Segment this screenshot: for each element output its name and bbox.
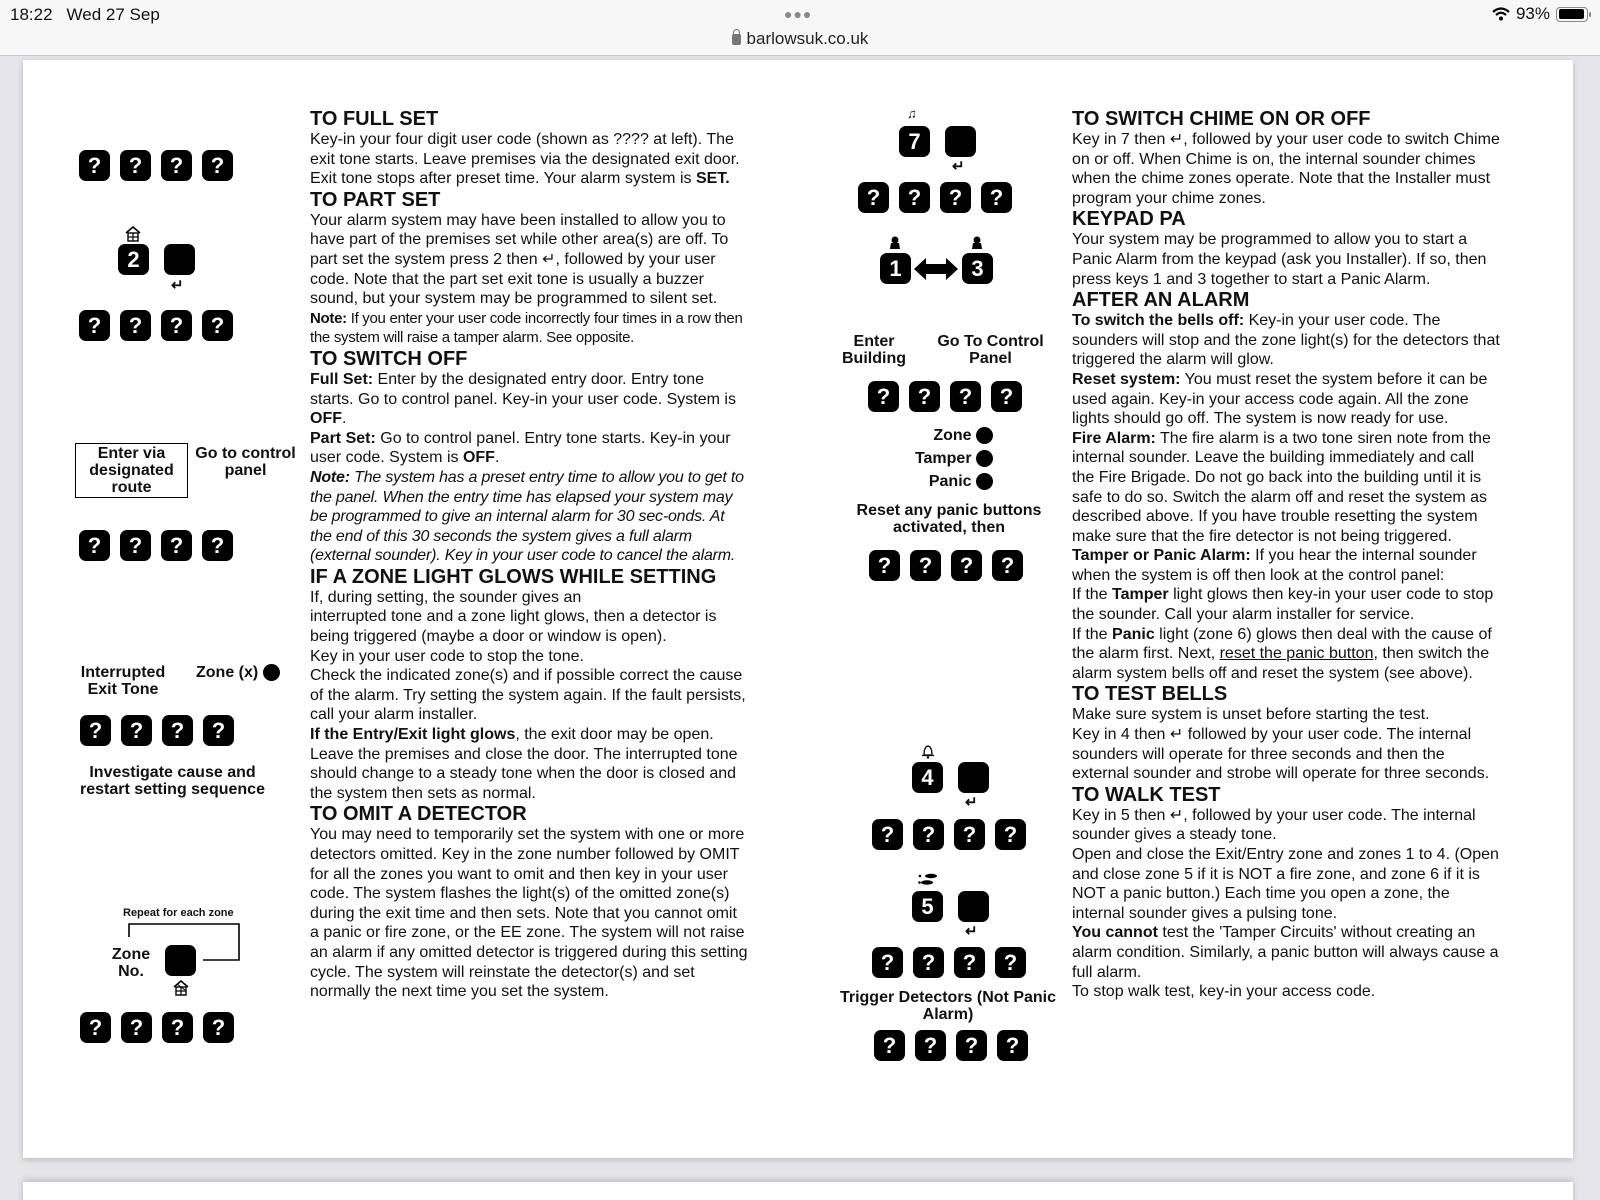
key-unknown: ? <box>868 381 899 412</box>
key-unknown: ? <box>899 182 930 213</box>
house-omit-icon <box>173 980 189 996</box>
cannot-test-paragraph <box>1072 923 1500 982</box>
if-the: If the <box>1072 625 1113 643</box>
key-omit <box>165 945 196 976</box>
full-set-label: Full Set: <box>310 370 374 388</box>
user-code-keys-chime <box>858 182 1022 213</box>
key-unknown: ? <box>909 381 940 412</box>
key-unknown: ? <box>956 1030 987 1061</box>
key-unknown: ? <box>80 1012 111 1043</box>
switch-off-part-set: Part Set: Go to control panel. Entry tone starts. Key-in your user code. System is OFF. <box>310 429 731 467</box>
user-code-keys-full-set <box>79 150 243 181</box>
status-indicators <box>1492 4 1588 24</box>
reset-text: You must reset the system before it can be used again. Key-in your access code again. All the zone lights should go off. The system is now ready for use. <box>1072 370 1488 428</box>
heading-part-set: TO PART SET <box>310 188 441 211</box>
panic-label: Panic <box>928 473 972 490</box>
key-unknown: ? <box>913 947 944 978</box>
key-unknown: ? <box>869 550 900 581</box>
battery-icon <box>1556 7 1588 22</box>
tamper-label: Tamper <box>914 450 972 467</box>
enter-arrow-icon: ↵ <box>965 794 978 811</box>
key-1: 1 <box>880 253 911 284</box>
status-date: Wed 27 Sep <box>66 5 160 24</box>
key-unknown: ? <box>954 947 985 978</box>
cannot-bold: You cannot <box>1072 924 1158 942</box>
note-text: If you enter your user code incorrectly four times in a row then the system will raise a tamper alarm. See opposite. <box>310 309 743 347</box>
tamper-text: light glows then key-in your user code to stop the sounder. Call your alarm installer for service. <box>1072 586 1494 624</box>
key-unknown: ? <box>202 310 233 341</box>
user-code-keys-stop-walk <box>874 1030 1038 1061</box>
indicator-tamper <box>868 450 993 467</box>
note2-label: Note: <box>310 468 350 486</box>
key-unknown: ? <box>997 1030 1028 1061</box>
zone-label: Zone <box>933 427 972 444</box>
key-unknown: ? <box>79 150 110 181</box>
key-unknown: ? <box>874 1030 905 1061</box>
heading-after-alarm: AFTER AN ALARM <box>1072 289 1250 312</box>
key-2: 2 <box>118 244 149 275</box>
fire-label: Fire Alarm: <box>1072 429 1156 447</box>
off-bold: OFF <box>462 449 495 467</box>
person-icon <box>889 236 901 250</box>
cannot-text: test the 'Tamper Circuits' without creating an alarm condition. Similarly, a panic button will always cause a full alarm. <box>1072 924 1499 981</box>
key-unknown: ? <box>872 819 903 850</box>
document-page <box>23 60 1573 1158</box>
entry-exit-bold: If the Entry/Exit light glows <box>310 726 516 744</box>
stop-walk-test: To stop walk test, key-in your access code. <box>1072 983 1376 1001</box>
key-unknown: ? <box>992 550 1023 581</box>
label-interrupted-exit-tone: Interrupted Exit Tone <box>80 664 166 698</box>
heading-chime: TO SWITCH CHIME ON OR OFF <box>1072 108 1371 130</box>
full-set-off-text: Enter by the designated entry door. Entry tone starts. Go to control panel. Key-in your user code. System is <box>310 370 736 408</box>
key-unknown: ? <box>162 715 193 746</box>
reset-panic-underlined: reset the panic button <box>1219 645 1374 663</box>
double-arrow-icon <box>914 257 958 281</box>
walk-test-line2: Open and close the Exit/Entry zone and zones 1 to 4. (Open and close zone 5 if it is NOT a fire zone, and zone 6 if it is NOT a panic button.) Each time you open a zone, the internal sounder gives a pulsing tone. <box>1072 846 1499 922</box>
multitasking-dots-icon[interactable]: ●●● <box>784 6 813 22</box>
label-zone-x <box>196 664 280 681</box>
heading-walk-test: TO WALK TEST <box>1072 783 1221 806</box>
panic-text-2: , then switch the alarm system bells off and reset the system (see above). <box>1072 645 1490 682</box>
next-document-page <box>23 1182 1573 1200</box>
zone-light-icon <box>263 664 280 681</box>
wifi-icon <box>1492 7 1510 21</box>
key-unknown: ? <box>940 182 971 213</box>
key-unknown: ? <box>954 819 985 850</box>
bells-off-paragraph <box>1072 311 1500 370</box>
person-icon <box>971 236 983 250</box>
tamper-light-paragraph <box>1072 585 1500 624</box>
key-unknown: ? <box>121 1012 152 1043</box>
fire-text: The fire alarm is a two tone siren note from the internal sounder. Leave the building immediately and call the Fire Brigade. Do not go back into the building until it is safe to do so. Switch the alarm off and reset the system as described above. If you have trouble resetting the system make sure that the fire detector is not being triggered. <box>1072 429 1491 545</box>
key-unknown: ? <box>202 150 233 181</box>
enter-arrow-icon: ↵ <box>952 158 965 175</box>
user-code-keys-walk-test <box>872 947 1036 978</box>
key-enter <box>164 244 195 275</box>
user-code-keys-switch-off <box>79 530 243 561</box>
entry-exit-text: , the exit door may be open. Leave the premises and close the door. The interrupted tone should change to a steady tone when the door is closed and the system then sets as normal. <box>310 726 738 802</box>
tamper-panic-label: Tamper or Panic Alarm: <box>1072 547 1251 565</box>
indicator-panic <box>888 473 993 490</box>
label-repeat-each-zone: Repeat for each zone <box>123 907 234 919</box>
tamper-light-icon <box>976 450 993 467</box>
key-unknown: ? <box>79 310 110 341</box>
key-unknown: ? <box>120 150 151 181</box>
music-note-icon: ♫ <box>907 106 917 121</box>
key-unknown: ? <box>120 310 151 341</box>
battery-percent: 93% <box>1515 4 1550 23</box>
panic-bold: Panic <box>1112 625 1155 643</box>
user-code-keys-test-bells <box>872 819 1036 850</box>
reset-system-paragraph <box>1072 370 1500 429</box>
key-unknown: ? <box>121 715 152 746</box>
key-7: 7 <box>899 126 930 157</box>
key-unknown: ? <box>203 715 234 746</box>
full-set-bold: SET. <box>695 170 730 188</box>
label-enter-building: Enter Building <box>842 333 906 367</box>
indicator-zone <box>888 427 993 444</box>
label-go-to-control-panel: Go To Control Panel <box>937 333 1044 367</box>
zone-glow-line2: interrupted tone and a zone light glows, then a detector is being triggered (maybe a door or window is open). <box>310 608 717 646</box>
key-unknown: ? <box>950 381 981 412</box>
key-unknown: ? <box>995 819 1026 850</box>
label-go-to-panel: Go to control panel <box>195 445 296 479</box>
label-trigger-detectors: Trigger Detectors (Not Panic Alarm) <box>839 989 1057 1023</box>
key-unknown: ? <box>202 530 233 561</box>
note2-text: The system has a preset entry time to allow you to get to the panel. When the entry time has elapsed your system may be programmed to give an internal alarm for 30 sec-onds. At the end of this 30 seconds the system gives a full alarm (external sounder). Key in your user code to cancel the alarm. <box>310 468 744 565</box>
key-unknown: ? <box>203 1012 234 1043</box>
key-enter <box>945 126 976 157</box>
key-enter <box>958 762 989 793</box>
status-clock <box>10 5 160 25</box>
battery-fill <box>1559 9 1584 19</box>
footsteps-icon <box>918 873 938 886</box>
user-code-keys-after-alarm <box>868 381 1032 412</box>
label-enter-via-route: Enter via designated route <box>75 443 188 498</box>
if-the: If the <box>1072 586 1113 604</box>
key-5: 5 <box>912 891 943 922</box>
key-unknown: ? <box>910 550 941 581</box>
keypad-pa-paragraph: Your system may be programmed to allow you to start a Panic Alarm from the keypad (ask you Installer). If so, then press keys 1 and 3 together to start a Panic Alarm. <box>1072 231 1487 288</box>
key-3: 3 <box>962 253 993 284</box>
full-set-paragraph <box>310 130 750 189</box>
key-4: 4 <box>912 762 943 793</box>
heading-test-bells: TO TEST BELLS <box>1072 683 1228 706</box>
bells-off-label: To switch the bells off: <box>1072 312 1245 330</box>
entry-exit-paragraph <box>310 725 750 803</box>
key-unknown: ? <box>79 530 110 561</box>
zone-glow-line1: If, during setting, the sounder gives an <box>310 588 582 606</box>
key-unknown: ? <box>162 1012 193 1043</box>
heading-switch-off: TO SWITCH OFF <box>310 347 468 370</box>
user-code-keys-zone-glow <box>80 715 244 746</box>
key-unknown: ? <box>915 1030 946 1061</box>
panic-light-icon <box>976 473 993 490</box>
key-unknown: ? <box>872 947 903 978</box>
key-enter <box>958 891 989 922</box>
status-time: 18:22 <box>10 5 53 24</box>
bell-icon <box>921 744 935 759</box>
key-unknown: ? <box>858 182 889 213</box>
part-set-off-text: Go to control panel. Entry tone starts. Key-in your user code. System is <box>310 429 731 467</box>
key-unknown: ? <box>161 310 192 341</box>
zone-glow-line3: Key in your user code to stop the tone. <box>310 647 584 665</box>
heading-full-set: TO FULL SET <box>310 108 439 130</box>
key-unknown: ? <box>981 182 1012 213</box>
walk-test-line1: Key in 5 then ↵, followed by your user code. The internal sounder gives a steady tone. <box>1072 806 1476 844</box>
heading-keypad-pa: KEYPAD PA <box>1072 208 1186 231</box>
key-unknown: ? <box>120 530 151 561</box>
zone-x-text: Zone (x) <box>196 664 259 681</box>
url-text[interactable]: barlowsuk.co.uk <box>746 29 869 48</box>
key-unknown: ? <box>80 715 111 746</box>
user-code-keys-reset <box>869 550 1033 581</box>
part-set-paragraph: Your alarm system may have been installed to allow you to have part of the premises set while other area(s) are off. To part set the system press 2 then ↵, followed by your user code. Note that the part set exit tone is usually a buzzer sound, but your system may be programmed to silent set. <box>310 211 729 308</box>
key-unknown: ? <box>161 150 192 181</box>
tamper-panic-text: If you hear the internal sounder when the system is off then look at the control panel: <box>1072 547 1477 584</box>
user-code-keys-part-set <box>79 310 243 341</box>
key-unknown: ? <box>161 530 192 561</box>
chime-paragraph: Key in 7 then ↵, followed by your user code to switch Chime on or off. When Chime is on, the internal sounder chimes when the chime zones operate. Note that the Installer must program your chime zones. <box>1072 131 1500 207</box>
bells-off-text: Key-in your user code. The sounders will stop and the zone light(s) for the detectors that triggered the alarm will glow. <box>1072 312 1500 369</box>
note-label: Note: <box>310 309 347 327</box>
test-bells-line2: Key in 4 then ↵ followed by your user code. The internal sounders will operate for three seconds and then the external sounder and strobe will operate for three seconds. <box>1072 726 1490 783</box>
full-set-text: Key-in your four digit user code (shown as ???? at left). The exit tone starts. Leave premises via the designated exit door. Exit tone stops after preset time. Your alarm system is <box>310 131 740 188</box>
key-unknown: ? <box>951 550 982 581</box>
key-unknown: ? <box>995 947 1026 978</box>
instructions-column-2 <box>1072 108 1500 1002</box>
panic-light-paragraph <box>1072 625 1500 684</box>
tamper-panic-paragraph <box>1072 546 1500 585</box>
enter-arrow-icon: ↵ <box>965 923 978 940</box>
user-code-keys-omit <box>80 1012 244 1043</box>
zone-glow-line4: Check the indicated zone(s) and if possible correct the cause of the alarm. Try setting the system again. If the fault persists, call your alarm installer. <box>310 667 746 724</box>
part-set-note <box>310 309 750 348</box>
label-zone-no: Zone No. <box>111 946 151 980</box>
address-bar[interactable] <box>0 29 1600 49</box>
label-reset-panic: Reset any panic buttons activated, then <box>856 502 1042 536</box>
heading-omit-detector: TO OMIT A DETECTOR <box>310 803 527 826</box>
part-set-label: Part Set: <box>310 429 376 447</box>
fire-alarm-paragraph <box>1072 429 1500 547</box>
lock-icon <box>732 34 741 45</box>
zone-light-icon <box>976 427 993 444</box>
instructions-column-1 <box>310 108 750 1002</box>
test-bells-line1: Make sure system is unset before starting the test. <box>1072 706 1430 724</box>
switch-off-note <box>310 468 750 566</box>
reset-label: Reset system: <box>1072 370 1181 388</box>
off-bold: OFF <box>310 410 342 428</box>
heading-zone-glow: IF A ZONE LIGHT GLOWS WHILE SETTING <box>310 565 717 588</box>
house-icon <box>125 226 141 242</box>
enter-arrow-icon: ↵ <box>171 277 184 294</box>
key-unknown: ? <box>913 819 944 850</box>
key-unknown: ? <box>991 381 1022 412</box>
panic-text-1: light (zone 6) glows then deal with the cause of the alarm first. Next, <box>1072 625 1492 663</box>
omit-paragraph: You may need to temporarily set the system with one or more detectors omitted. Key in the zone number followed by OMIT for all the zones you want to omit and then key in your user code. The system flashes the light(s) of the omitted zone(s) during the exit time and then sets. Note that you cannot omit a panic or fire zone, or the EE zone. The system will not raise an alarm if any omitted detector is triggered during this setting cycle. The system will reinstate the detector(s) and set normally the next time you set the system. <box>310 826 748 1001</box>
tamper-bold: Tamper <box>1112 586 1169 604</box>
switch-off-full-set: Full Set: Enter by the designated entry door. Entry tone starts. Go to control panel. Key-in your user code. System is OFF. <box>310 370 736 428</box>
browser-status-bar <box>0 0 1600 56</box>
label-investigate-cause: Investigate cause and restart setting sequence <box>80 764 265 798</box>
